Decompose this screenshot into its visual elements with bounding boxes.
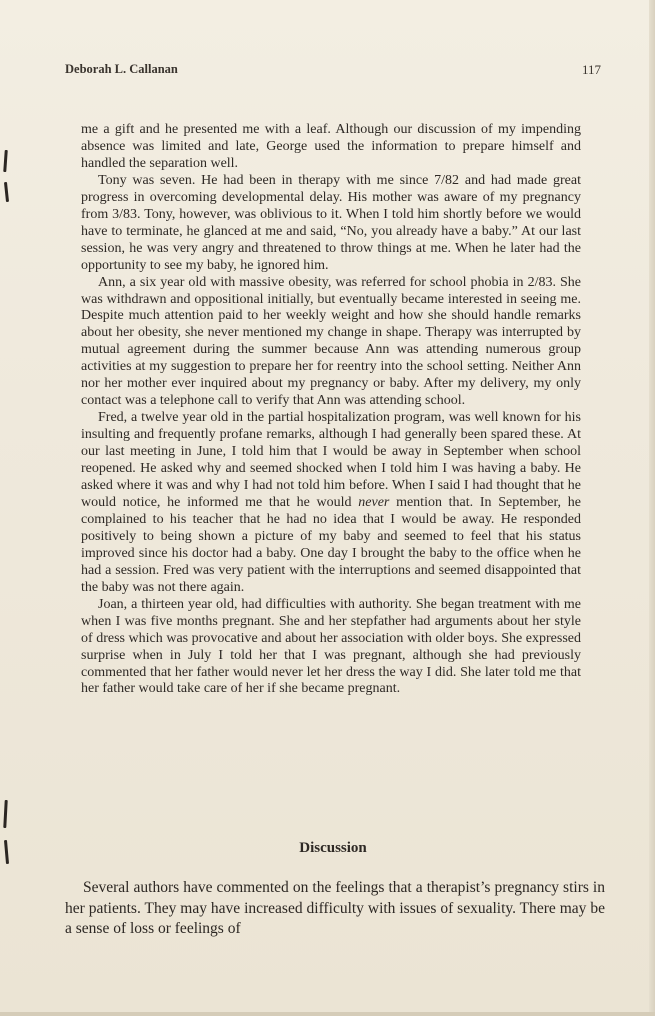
paragraph-joan: Joan, a thirteen year old, had difficulties with authority. She began treatment with me when I was five months pregnant. She and her stepfather had arguments about her style of dress which was provocative and about her association with older boys. She expressed surprise when in July I told her that I was pregnant, although she had previously commented that her father would never let her dress the way I did. She later told me that her father would take care of her if she became pregnant. [81,596,581,697]
paragraph-fred [81,410,581,596]
page-edge-bottom [0,1012,655,1016]
paragraph-tony: Tony was seven. He had been in therapy with me since 7/82 and had made great progress in overcoming developmental delay. His mother was aware of my pregnancy from 3/83. Tony, however, was oblivious to it. When I told him shortly before we would have to terminate, he glanced at me and said, “No, you already have a baby.” At our last session, he was very angry and threatened to throw things at me. When he later had the opportunity to see my baby, he ignored him. [81,172,581,273]
paragraph-ann: Ann, a six year old with massive obesity, was referred for school phobia in 2/83. She was withdrawn and oppositional initially, but eventually became interested in seeing me. Despite much attention paid to her weekly weight and how she should handle remarks about her obesity, she never mentioned my change in shape. Therapy was interrupted by mutual agreement during the summer because Ann was attending numerous group activities at my suggestion to prepare her for reentry into the school setting. Neither Ann nor her mother ever inquired about my pregnancy or baby. After my delivery, my only contact was a telephone call to verify that Ann was attending school. [81,274,581,409]
discussion-paragraph: Several authors have commented on the feelings that a therapist’s pregnancy stirs in her patients. They may have increased difficulty with issues of sexuality. There may be a sense of loss or feelings of [65,879,605,937]
page-edge-right [649,0,655,1016]
page-number: 117 [581,62,601,77]
running-head [65,62,601,82]
paragraph-george-continued: me a gift and he presented me with a leaf. Although our discussion of my impending absence was limited and late, George used the information to prepare himself and handled the separation well. [81,122,581,171]
binding-mark [4,182,9,202]
paragraph-fred-emphasis: never [358,494,390,510]
running-head-author: Deborah L. Callanan [65,62,178,76]
body-text [81,122,581,698]
binding-mark [3,150,8,172]
binding-mark [3,800,7,828]
discussion-text [65,878,605,940]
binding-mark [4,840,9,864]
paragraph-fred-part-2: mention that. In September, he complained to his teacher that he had no idea that I would be away. He responded positively to being shown a picture of my baby and seemed to feel that his status improved since his doctor had a baby. One day I brought the baby to the office when he had a session. Fred was very patient with the interruptions and seemed disappointed that the baby was not there again. [81,494,581,595]
paragraph-fred-part-1: Fred, a twelve year old in the partial hospitalization program, was well known for his insulting and frequently profane remarks, although I had generally been spared these. At our last meeting in June, I told him that I would be away in September when school reopened. He asked why and seemed shocked when I told him I was having a baby. He asked where it was and why I had not told him before. When I said I had thought that he would notice, he informed me that he would [81,410,581,510]
section-heading: Discussion [299,840,367,856]
